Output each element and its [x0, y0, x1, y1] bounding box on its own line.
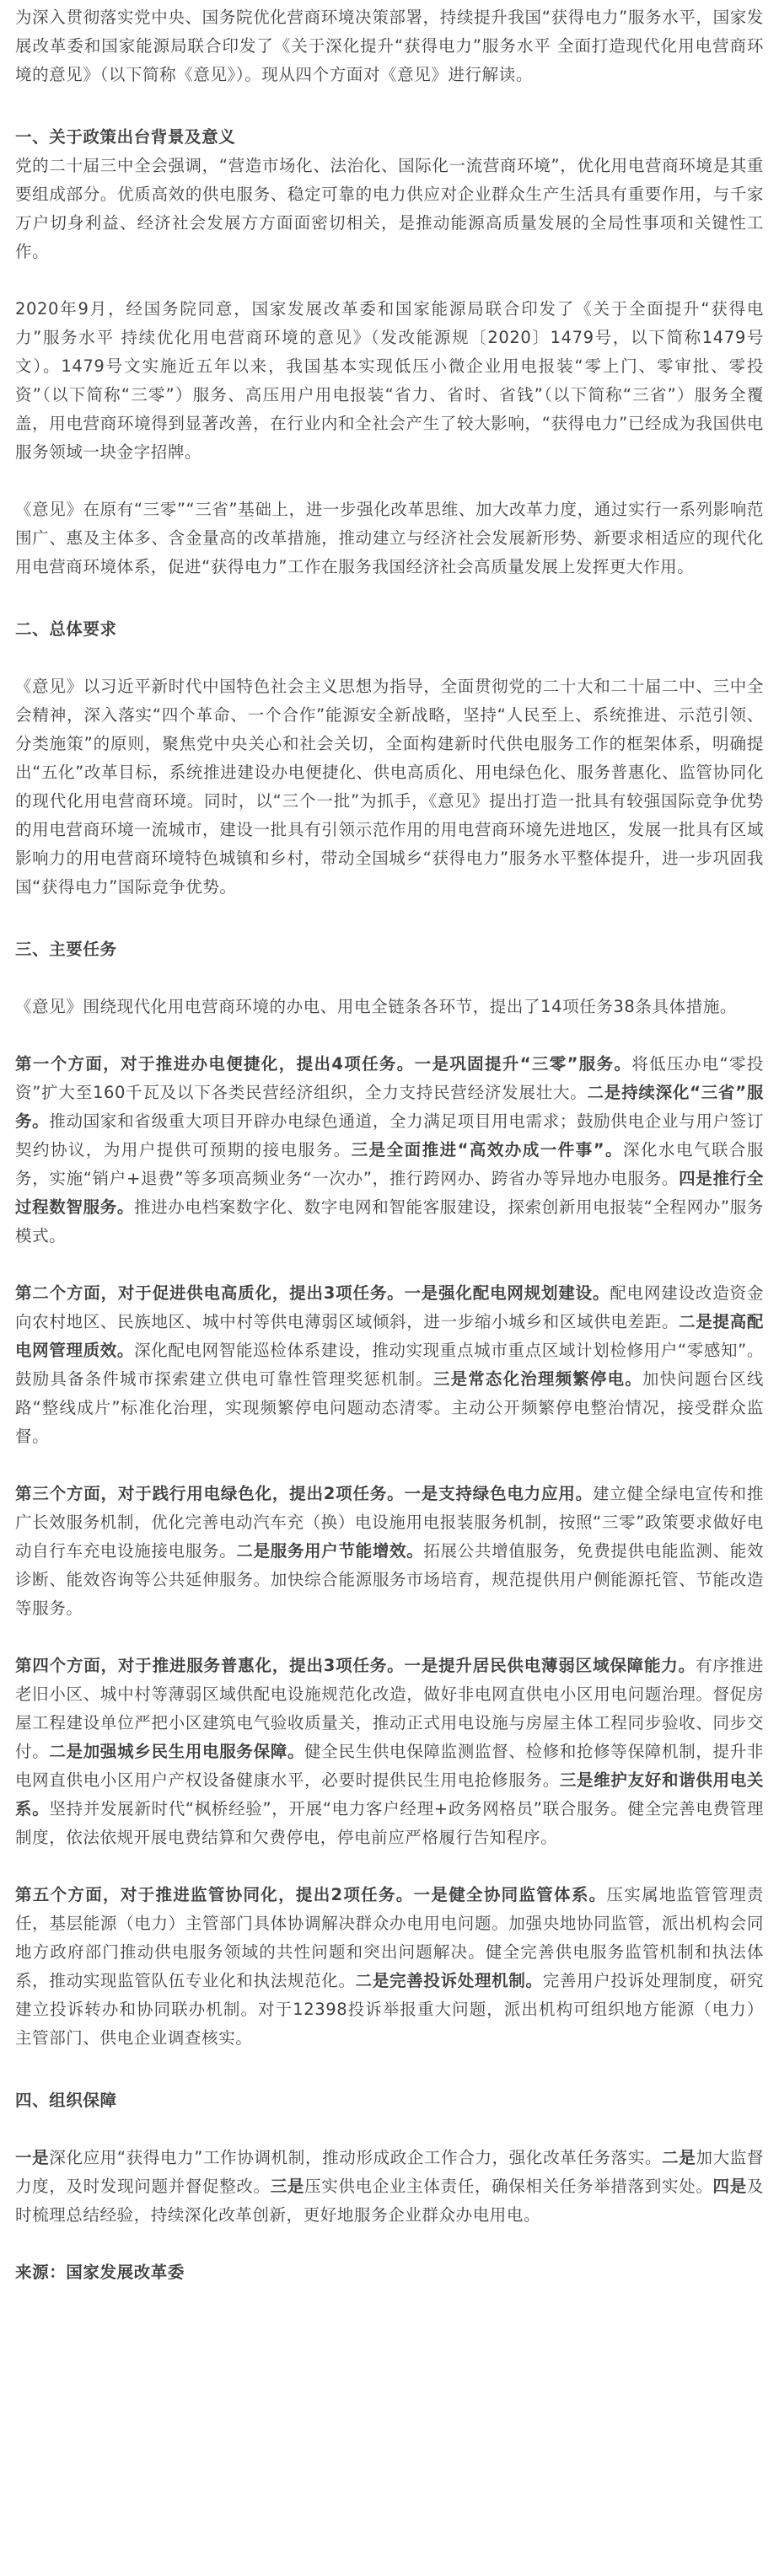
text-run: 建立健全绿电宣传和推广长效服务机制，优化完善电动汽车充（换）电设施用电报装服务机制，按照“三零”政策要求做好电动自行车充电设施接电服务。	[15, 1484, 764, 1561]
aspect-5-paragraph	[15, 1881, 764, 2053]
text-run: 压实属地监管管理责任，基层能源（电力）主管部门具体协调解决群众办电用电问题。加强央地协同监管，派出机构会同地方政府部门推动供电服务领域的共性问题和突出问题解决。健全完善供电服务监管机制和执法体系，推动实现监管队伍专业化和执法规范化。	[15, 1885, 764, 1990]
bold-run: 二是完善投诉处理机制。	[355, 1971, 543, 1990]
text-run: 深化配电网智能巡检体系建设，推动实现重点城市重点区域计划检修用户“零感知”。鼓励具备条件城市探索建立供电可靠性管理奖惩机制。	[15, 1341, 765, 1389]
bold-run: 二是服务用户节能增效。	[236, 1541, 424, 1561]
text-run: 完善用户投诉处理制度，研究建立投诉转办和协同联办机制。对于12398投诉举报重大问题，派出机构可组织地方能源（电力）主管部门、供电企业调查核实。	[15, 1971, 764, 2048]
text-run: 加大监督力度，及时发现问题并督促整改。	[15, 2148, 765, 2196]
section-1-paragraph-1: 党的二十届三中全会强调，“营造市场化、法治化、国际化一流营商环境”，优化用电营商环境是其重要组成部分。优质高效的供电服务、稳定可靠的电力供应对企业群众生产生活具有重要作用，与千家万户切身利益、经济社会发展方方面面密切相关，是推动能源高质量发展的全局性事项和关键性工作。	[15, 156, 764, 261]
section-1-paragraph-2: 2020年9月，经国务院同意，国家发展改革委和国家能源局联合印发了《关于全面提升“获得电力”服务水平 持续优化用电营商环境的意见》（发改能源规〔2020〕1479号，以下简称1479号文）。1479号文实施近五年以来，我国基本实现低压小微企业用电报装“零上门、零审批、零投资”（以下简称“三零”）服务、高压用户用电报装“省力、省时、省钱”（以下简称“三省”）服务全覆盖，用电营商环境得到显著改善，在行业内和全社会产生了较大影响，“获得电力”已经成为我国供电服务领域一块金字招牌。	[15, 299, 764, 462]
aspect-1-paragraph	[15, 1050, 764, 1251]
bold-run: 三是维护友好和谐供用电关系。	[15, 1770, 764, 1818]
text-run: 将低压办电“零投资”扩大至160千瓦及以下各类民营经济组织，全力支持民营经济发展壮大。	[15, 1054, 764, 1102]
section-1-paragraph-3: 《意见》在原有“三零”“三省”基础上，进一步强化改革思维、加大改革力度，通过实行一系列影响范围广、惠及主体多、含金量高的改革措施，推动建立与经济社会发展新形势、新要求相适应的现代化用电营商环境体系，促进“获得电力”工作在服务我国经济社会高质量发展上发挥更大作用。	[15, 500, 764, 576]
section-2-paragraph: 《意见》以习近平新时代中国特色社会主义思想为指导，全面贯彻党的二十大和二十届二中、三中全会精神，深入落实“四个革命、一个合作”能源安全新战略，坚持“人民至上、系统推进、示范引领、分类施策”的原则，聚焦党中央关心和社会关切，全面构建新时代供电服务工作的框架体系，明确提出“五化”改革目标，系统推进建设办电便捷化、供电高质化、用电绿色化、服务普惠化、监管协同化的现代化用电营商环境。同时，以“三个一批”为抓手，《意见》提出打造一批具有较强国际竞争优势的用电营商环境一流城市，建设一批具有引领示范作用的用电营商环境先进地区，发展一批具有区域影响力的用电营商环境特色城镇和乡村，带动全国城乡“获得电力”服务水平整体提升，进一步巩固我国“获得电力”国际竞争优势。	[15, 677, 764, 897]
bold-run: 二是加强城乡民生用电服务保障。	[49, 1742, 305, 1761]
bold-run: 第三个方面，对于践行用电绿色化，提出2项任务。一是支持绿色电力应用。	[15, 1484, 593, 1503]
bold-run: 一是	[15, 2148, 50, 2167]
source-line: 来源：国家发展改革委	[15, 2263, 185, 2282]
bold-run: 四是推行全过程数智服务。	[15, 1169, 764, 1217]
bold-run: 三是	[270, 2177, 305, 2196]
section-2-heading: 二、总体要求	[15, 619, 117, 639]
bold-run: 第二个方面，对于促进供电高质化，提出3项任务。一是强化配电网规划建设。	[15, 1283, 610, 1303]
bold-run: 三是常态化治理频繁停电。	[432, 1369, 642, 1389]
text-run: 推进办电档案数字化、数字电网和智能客服建设，探索创新用电报装“全程网办”服务模式。	[15, 1197, 765, 1245]
intro-paragraph: 为深入贯彻落实党中央、国务院优化营商环境决策部署，持续提升我国“获得电力”服务水平，国家发展改革委和国家能源局联合印发了《关于深化提升“获得电力”服务水平 全面打造现代化用电营商环境的意见》（以下简称《意见》）。现从四个方面对《意见》进行解读。	[15, 8, 764, 84]
bold-run: 二是提高配电网管理质效。	[15, 1312, 764, 1360]
text-run: 健全民生供电保障监测监督、检修和抢修等保障机制，提升非电网直供电小区用户产权设备健康水平，必要时提供民生用电抢修服务。	[15, 1742, 764, 1790]
aspect-4-paragraph	[15, 1652, 764, 1852]
bold-run: 第一个方面，对于推进办电便捷化，提出4项任务。一是巩固提升“三零”服务。	[15, 1054, 632, 1074]
text-run: 压实供电企业主体责任，确保相关任务举措落到实处。	[304, 2177, 713, 2196]
aspect-2-paragraph	[15, 1279, 764, 1451]
bold-run: 二是	[662, 2148, 696, 2167]
text-run: 深化应用“获得电力”工作协调机制，推动形成政企工作合力，强化改革任务落实。	[49, 2148, 663, 2167]
section-4-heading: 四、组织保障	[15, 2091, 117, 2110]
text-run: 有序推进老旧小区、城中村等薄弱区域供配电设施规范化改造，做好非电网直供电小区用电问题治理。督促房屋工程建设单位严把小区建筑电气验收质量关，推动正式用电设施与房屋主体工程同步验收、同步交付。	[15, 1656, 764, 1761]
section-3-lead: 《意见》围绕现代化用电营商环境的办电、用电全链条各环节，提出了14项任务38条具体措施。	[15, 997, 738, 1016]
bold-run: 第五个方面，对于推进监管协同化，提出2项任务。一是健全协同监管体系。	[15, 1885, 607, 1904]
bold-run: 二是持续深化“三省”服务。	[15, 1083, 764, 1131]
section-4-paragraph	[15, 2144, 764, 2230]
bold-run: 第四个方面，对于推进服务普惠化，提出3项任务。一是提升居民供电薄弱区域保障能力。	[15, 1656, 696, 1675]
text-run: 配电网建设改造资金向农村地区、民族地区、城中村等供电薄弱区域倾斜，进一步缩小城乡和区域供电差距。	[15, 1283, 764, 1331]
text-run: 推动国家和省级重大项目开辟办电绿色通道，全力满足项目用电需求；鼓励供电企业与用户签订契约协议，为用户提供可预期的接电服务。	[15, 1111, 765, 1159]
bold-run: 四是	[712, 2177, 747, 2196]
text-run: 拓展公共增值服务，免费提供电能监测、能效诊断、能效咨询等公共延伸服务。加快综合能源服务市场培育，规范提供用户侧能源托管、节能改造等服务。	[15, 1541, 764, 1618]
bold-run: 三是全面推进“高效办成一件事”。	[351, 1140, 624, 1159]
text-run: 加快问题台区线路“整线成片”标准化治理，实现频繁停电问题动态清零。主动公开频繁停电整治情况，接受群众监督。	[15, 1369, 764, 1446]
text-run: 及时梳理总结经验，持续深化改革创新，更好地服务企业群众办电用电。	[15, 2177, 764, 2225]
text-run: 深化水电气联合服务，实施“销户+退费”等多项高频业务“一次办”，推行跨网办、跨省办等异地办电服务。	[15, 1140, 765, 1188]
aspect-3-paragraph	[15, 1480, 764, 1623]
section-3-heading: 三、主要任务	[15, 940, 117, 959]
section-1-heading: 一、关于政策出台背景及意义	[15, 127, 236, 147]
text-run: 坚持并发展新时代“枫桥经验”，开展“电力客户经理+政务网格员”联合服务。健全完善电费管理制度，依法依规开展电费结算和欠费停电，停电前应严格履行告知程序。	[15, 1799, 764, 1847]
